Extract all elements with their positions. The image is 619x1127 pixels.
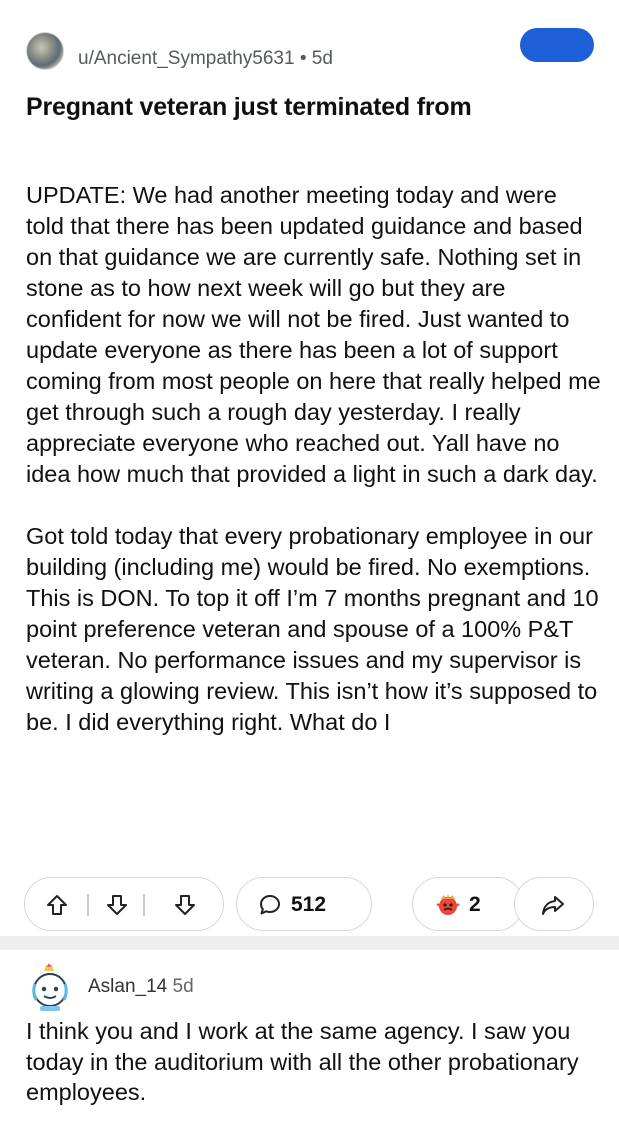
vote-separator <box>87 894 89 916</box>
comment-count: 512 <box>291 893 327 916</box>
vote-separator <box>143 894 145 916</box>
post-header <box>26 28 596 68</box>
post-meta <box>78 48 333 70</box>
avatar[interactable] <box>26 32 64 70</box>
comment-icon <box>257 893 283 917</box>
award-count: 2 <box>469 893 481 916</box>
share-button[interactable] <box>514 877 594 931</box>
post-body <box>26 180 601 769</box>
comment-text: I think you and I work at the same agency. I saw you today in the auditorium with all the other probationary employees. <box>26 1018 579 1105</box>
join-button[interactable] <box>520 28 594 62</box>
comment-meta <box>88 976 194 998</box>
section-divider <box>0 936 619 950</box>
post-paragraph: UPDATE: We had another meeting today and were told that there has been updated guidance and based on that guidance we are currently safe. Nothing set in stone as to how next week will go but they are confident for now we will not be fired. Just wanted to update everyone as there has been a lot of support coming from most people on here that really helped me get through such a rough day yesterday. I really appreciate everyone who reached out. Yall have no idea how much that provided a light in such a dark day. <box>26 182 601 487</box>
comment-age: 5d <box>172 976 194 997</box>
share-icon <box>539 892 567 918</box>
author-link[interactable]: u/Ancient_Sympathy5631 <box>78 48 295 69</box>
award-icon <box>433 891 463 919</box>
upvote-icon[interactable] <box>43 892 71 918</box>
meta-separator: • <box>299 48 307 69</box>
action-bar <box>24 877 596 933</box>
award-button[interactable] <box>412 877 524 931</box>
vote-pill <box>24 877 224 931</box>
comments-button[interactable] <box>236 877 372 931</box>
downvote-icon[interactable] <box>171 892 199 918</box>
comment-author[interactable]: Aslan_14 <box>88 976 168 997</box>
post-age: 5d <box>311 48 333 69</box>
post-paragraph: Got told today that every probationary employee in our building (including me) would be fired. No exemptions. This is DON. To top it off I’m 7 months pregnant and 10 point preference veteran and spouse of a 100% P&T veteran. No performance issues and my supervisor is writing a glowing review. This isn’t how it’s supposed to be. I did everything right. What do I <box>26 523 599 735</box>
downvote-icon[interactable] <box>103 892 131 918</box>
avatar[interactable] <box>26 962 74 1012</box>
post-title[interactable]: Pregnant veteran just terminated from <box>26 93 472 121</box>
